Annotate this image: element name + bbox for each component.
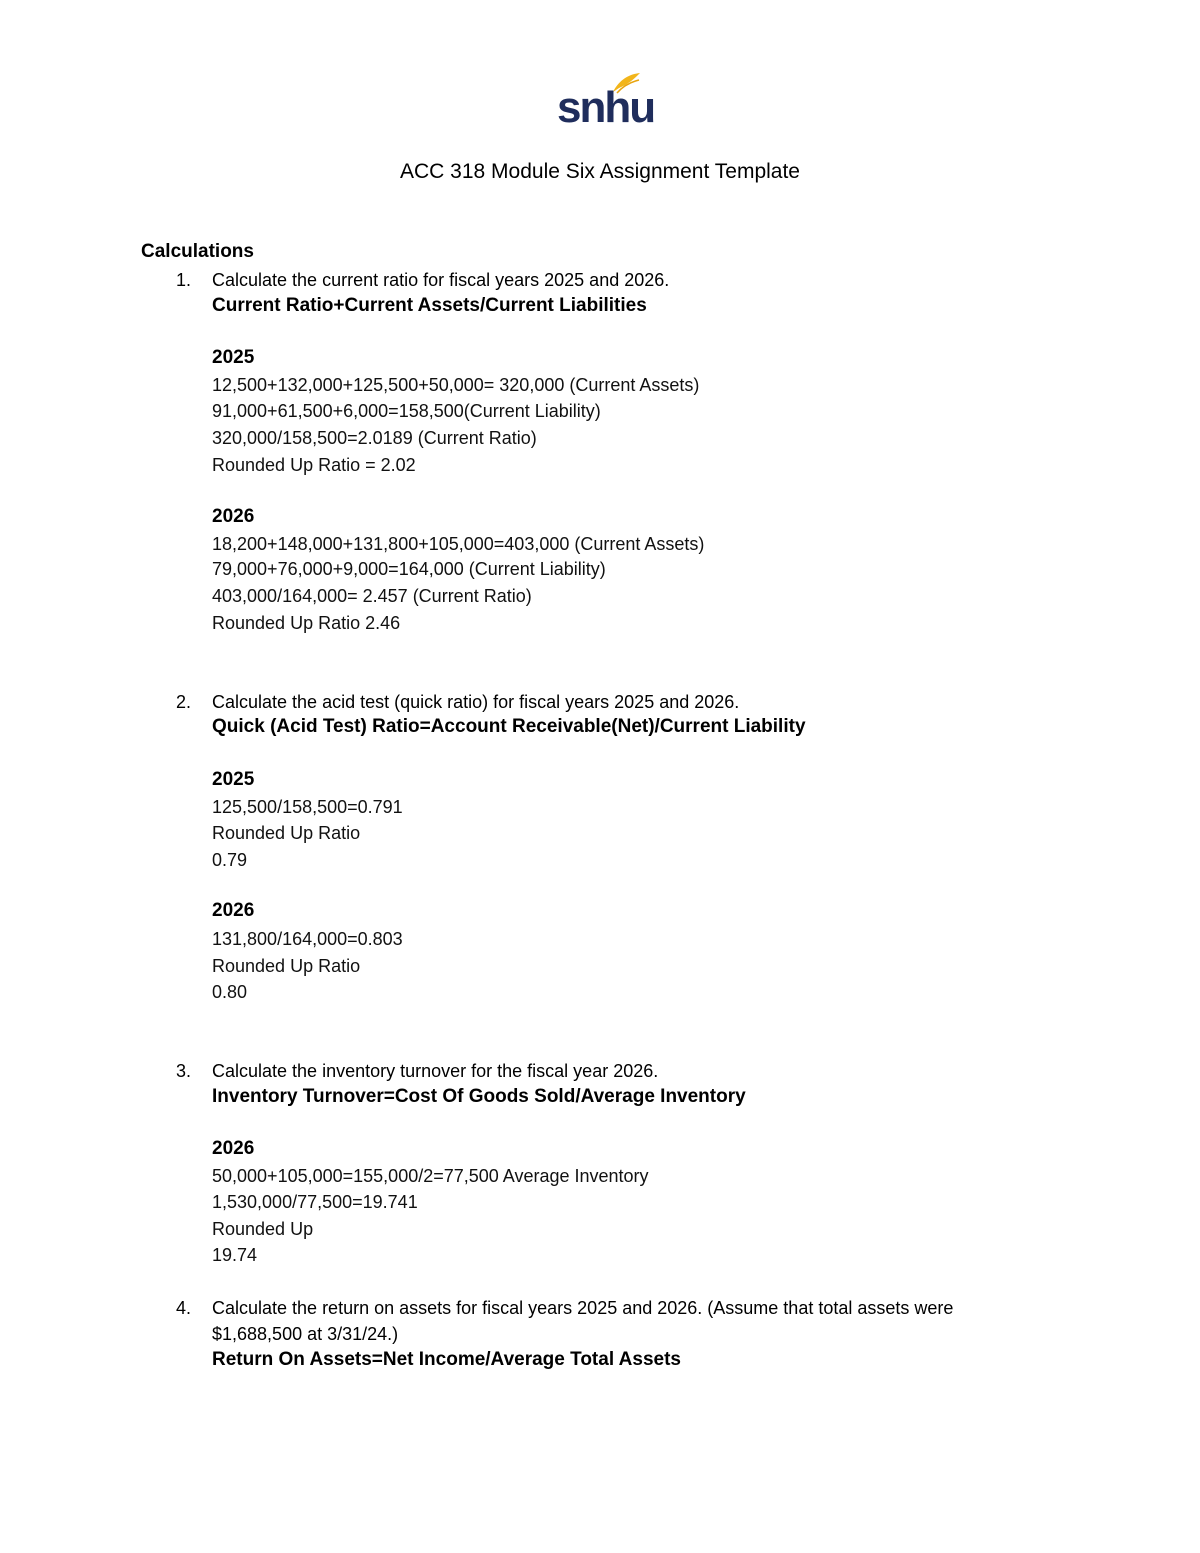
calc-line: 12,500+132,000+125,500+50,000= 320,000 (Current Assets) bbox=[212, 375, 700, 395]
calc-line: Rounded Up Ratio = 2.02 bbox=[212, 455, 416, 475]
list-number: 3. bbox=[176, 1061, 192, 1081]
question-prompt: Calculate the acid test (quick ratio) for fiscal years 2025 and 2026. bbox=[212, 692, 740, 712]
calc-line: 19.74 bbox=[212, 1245, 258, 1265]
snhu-logo bbox=[553, 72, 655, 134]
list-number: 1. bbox=[176, 270, 192, 290]
calc-line: Rounded Up Ratio bbox=[212, 823, 361, 843]
formula-line: Inventory Turnover=Cost Of Goods Sold/Average Inventory bbox=[212, 1086, 746, 1107]
section-heading: Calculations bbox=[141, 241, 254, 262]
calc-line: 18,200+148,000+131,800+105,000=403,000 (Current Assets) bbox=[212, 534, 705, 554]
calc-line: Rounded Up Ratio bbox=[212, 956, 361, 976]
question-prompt: Calculate the current ratio for fiscal years 2025 and 2026. bbox=[212, 270, 670, 290]
calc-line: 0.80 bbox=[212, 982, 248, 1002]
formula-line: Return On Assets=Net Income/Average Total Assets bbox=[212, 1349, 681, 1370]
question-prompt: Calculate the inventory turnover for the fiscal year 2026. bbox=[212, 1061, 659, 1081]
year-heading: 2026 bbox=[212, 506, 255, 527]
calc-line: 125,500/158,500=0.791 bbox=[212, 797, 403, 817]
calc-line: 91,000+61,500+6,000=158,500(Current Liability) bbox=[212, 401, 601, 421]
logo-wordmark: snhu bbox=[557, 83, 655, 132]
calc-line: 1,530,000/77,500=19.741 bbox=[212, 1192, 418, 1212]
calc-line: Rounded Up Ratio 2.46 bbox=[212, 613, 401, 633]
question-prompt-continued: $1,688,500 at 3/31/24.) bbox=[212, 1324, 399, 1344]
page-title: ACC 318 Module Six Assignment Template bbox=[400, 160, 800, 183]
year-heading: 2026 bbox=[212, 1138, 255, 1159]
formula-line: Quick (Acid Test) Ratio=Account Receivable(Net)/Current Liability bbox=[212, 716, 806, 737]
calc-line: 131,800/164,000=0.803 bbox=[212, 929, 403, 949]
calc-line: 320,000/158,500=2.0189 (Current Ratio) bbox=[212, 428, 537, 448]
calc-line: 79,000+76,000+9,000=164,000 (Current Liability) bbox=[212, 559, 606, 579]
list-number: 4. bbox=[176, 1298, 192, 1318]
calc-line: 50,000+105,000=155,000/2=77,500 Average Inventory bbox=[212, 1166, 649, 1186]
calc-line: 0.79 bbox=[212, 850, 248, 870]
calc-line: Rounded Up bbox=[212, 1219, 314, 1239]
year-heading: 2025 bbox=[212, 347, 255, 368]
year-heading: 2025 bbox=[212, 769, 255, 790]
year-heading: 2026 bbox=[212, 900, 255, 921]
list-number: 2. bbox=[176, 692, 192, 712]
calc-line: 403,000/164,000= 2.457 (Current Ratio) bbox=[212, 586, 532, 606]
formula-line: Current Ratio+Current Assets/Current Liabilities bbox=[212, 295, 647, 316]
question-prompt: Calculate the return on assets for fiscal years 2025 and 2026. (Assume that total assets were bbox=[212, 1298, 954, 1318]
